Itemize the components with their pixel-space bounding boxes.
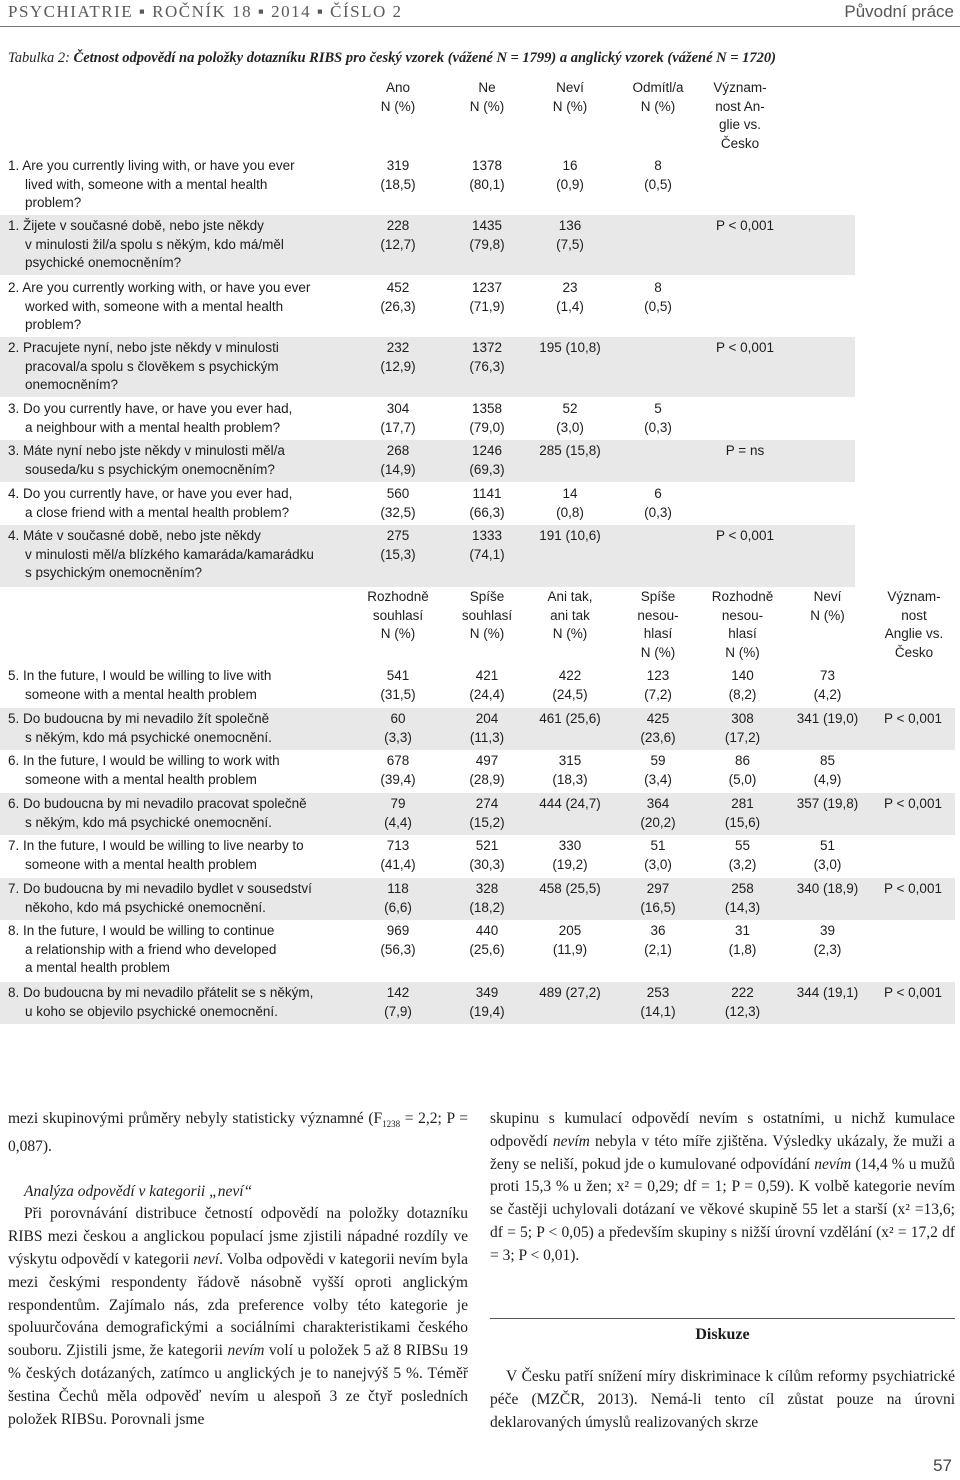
body-column-left	[8, 1108, 468, 1431]
cell-value: 297 (16,5)	[640, 881, 676, 915]
cell-ne: 1237 (71,9)	[469, 280, 505, 314]
cell-value: 341 (19,0)	[796, 711, 859, 726]
body-paragraph: V Česku patří snížení míry diskriminace k cílům reformy psychiatrické péče (MZČR, 2013). Nemá-li tento cíl zůstat pouze na úrovni deklarovaných úmyslů realizovaných skrze	[490, 1368, 955, 1431]
cell-value: 364 (20,2)	[640, 796, 676, 830]
cell-significance: P < 0,001	[884, 985, 942, 1000]
col-header-ani-tak: Ani tak, ani tak N (%)	[547, 589, 593, 641]
cell-value: 51 (3,0)	[644, 838, 672, 872]
cell-odmitl: 5 (0,3)	[644, 401, 672, 435]
cell-value: 258 (14,3)	[724, 881, 761, 915]
running-header	[8, 0, 954, 26]
question-text: 2. Pracujete nyní, nebo jste někdy v minulosti pracoval/a spolu s člověkem s psychickým onemocněním?	[8, 340, 279, 392]
table-caption-text: Četnost odpovědí na položky dotazníku RIBS pro český vzorek (vážené N = 1799) a anglický vzorek (vážené N = 1720)	[73, 50, 776, 66]
cell-value: 458 (25,5)	[539, 881, 601, 896]
cell-value: 123 (7,2)	[644, 668, 672, 702]
subsection-heading: Analýza odpovědí v kategorii „neví“	[24, 1182, 253, 1200]
cell-nevi: 16 (0,9)	[556, 158, 584, 192]
cell-value: 86 (5,0)	[728, 753, 757, 787]
question-text: 4. Máte v současné době, nebo jste někdy v minulosti měl/a blízkého kamaráda/kamarádku s psychickým onemocněním?	[8, 528, 314, 580]
cell-value: 274 (15,2)	[469, 796, 505, 830]
cell-value: 308 (17,2)	[724, 711, 761, 745]
cell-value: 330 (19,2)	[552, 838, 588, 872]
cell-value: 222 (12,3)	[724, 985, 761, 1019]
col-header-ne: Ne N (%)	[469, 80, 505, 114]
col-header-ano: Ano N (%)	[380, 80, 416, 114]
cell-significance: P < 0,001	[716, 340, 774, 355]
cell-ano: 228 (12,7)	[380, 218, 416, 252]
cell-value: 79 (4,4)	[384, 796, 412, 830]
cell-value: 36 (2,1)	[644, 923, 672, 957]
cell-nevi: 195 (10,8)	[539, 340, 601, 355]
cell-significance: P < 0,001	[716, 218, 774, 233]
cell-value: 281 (15,6)	[724, 796, 761, 830]
col-header-spise-souhlasi: Spíše souhlasí N (%)	[461, 589, 513, 641]
cell-nevi: 52 (3,0)	[556, 401, 584, 435]
cell-nevi: 285 (15,8)	[539, 443, 601, 458]
question-text: 7. In the future, I would be willing to live nearby to someone with a mental health problem	[8, 838, 304, 872]
cell-significance: P = ns	[725, 443, 765, 458]
question-text: 4. Do you currently have, or have you ever had, a close friend with a mental health problem?	[8, 486, 293, 520]
body-column-right	[490, 1108, 955, 1268]
cell-value: 118 (6,6)	[384, 881, 412, 915]
cell-value: 59 (3,4)	[644, 753, 672, 787]
cell-value: 51 (3,0)	[813, 838, 842, 872]
cell-value: 678 (39,4)	[380, 753, 416, 787]
cell-value: 541 (31,5)	[380, 668, 416, 702]
cell-value: 357 (19,8)	[796, 796, 859, 811]
cell-value: 422 (24,5)	[552, 668, 588, 702]
cell-significance: P < 0,001	[884, 881, 942, 896]
cell-odmitl: 8 (0,5)	[644, 158, 672, 192]
cell-significance: P < 0,001	[716, 528, 774, 543]
table-caption-prefix: Tabulka 2:	[8, 50, 70, 66]
question-text: 5. Do budoucna by mi nevadilo žít společně s někým, kdo má psychické onemocnění.	[8, 711, 272, 745]
cell-odmitl: 6 (0,3)	[644, 486, 672, 520]
cell-ne: 1378 (80,1)	[469, 158, 505, 192]
cell-value: 421 (24,4)	[469, 668, 505, 702]
cell-value: 205 (11,9)	[552, 923, 588, 957]
section-rule	[490, 1318, 955, 1319]
col-header-rozhodne-nesouhlasi: Rozhodně nesou- hlasí N (%)	[711, 589, 774, 660]
question-text: 3. Do you currently have, or have you ever had, a neighbour with a mental health problem?	[8, 401, 293, 435]
cell-value: 497 (28,9)	[469, 753, 505, 787]
cell-ne: 1358 (79,0)	[469, 401, 505, 435]
cell-nevi: 14 (0,8)	[556, 486, 584, 520]
cell-significance: P < 0,001	[884, 711, 942, 726]
body-paragraph: mezi skupinovými průměry nebyly statisticky významné ($F_{1238} = 2,2$; P = 0,087).	[8, 1110, 468, 1155]
cell-value: 140 (8,2)	[728, 668, 757, 702]
table-caption	[8, 50, 958, 67]
question-text: 6. In the future, I would be willing to work with someone with a mental health problem	[8, 753, 280, 787]
cell-value: 425 (23,6)	[640, 711, 676, 745]
col-header-vyznamnost-2: Význam- nost Anglie vs. Česko	[884, 589, 944, 660]
section-label: Původní práce	[844, 2, 954, 21]
col-header-rozhodne-souhlasi: Rozhodně souhlasí N (%)	[367, 589, 429, 641]
col-header-nevi: Neví N (%)	[552, 80, 588, 114]
body-paragraph: Při porovnávání distribuce četností odpovědí na položky dotazníku RIBS mezi českou a anglickou populací jsme zjistili nápadné rozdíly ve výskytu odpovědí v kategorii neví. Volba odpovědi v kategorii nevím byla mezi českými respondenty řádově násobně vyšší oproti anglickým respondentům. Zajímalo nás, zda preference volby této kategorie je spoluurčována demografickými a sociálními charakteristikami českého souboru. Zjistili jsme, že kategorii nevím volí u položek 5 až 8 RIBSu 19 % českých dotázaných, zatímco u anglických je to nanejvýš 5 %. Téměř šestina Čechů měla odpověď nevím u alespoň 3 ze čtyř posledních položek RIBSu. Porovnali jsme	[8, 1205, 468, 1428]
cell-ne: 1372 (76,3)	[469, 340, 505, 374]
cell-ano: 304 (17,7)	[380, 401, 416, 435]
cell-nevi: 23 (1,4)	[556, 280, 584, 314]
cell-value: 440 (25,6)	[469, 923, 505, 957]
section-heading-diskuze: Diskuze	[695, 1326, 750, 1343]
cell-ano: 319 (18,5)	[380, 158, 416, 192]
cell-value: 55 (3,2)	[728, 838, 757, 872]
cell-value: 31 (1,8)	[728, 923, 757, 957]
cell-ne: 1141 (66,3)	[469, 486, 505, 520]
col-header-vyznamnost: Význam- nost An- glie vs. Česko	[713, 80, 767, 151]
question-text: 7. Do budoucna by mi nevadilo bydlet v sousedství někoho, kdo má psychické onemocnění.	[8, 881, 312, 915]
cell-significance: P < 0,001	[884, 796, 942, 811]
cell-value: 39 (2,3)	[813, 923, 842, 957]
cell-value: 713 (41,4)	[380, 838, 416, 872]
question-text: 1. Are you currently living with, or have you ever lived with, someone with a mental health problem?	[8, 158, 295, 210]
question-text: 8. In the future, I would be willing to continue a relationship with a friend who developed a mental health problem	[8, 923, 277, 975]
cell-value: 489 (27,2)	[539, 985, 601, 1000]
cell-ano: 232 (12,9)	[380, 340, 416, 374]
cell-value: 521 (30,3)	[469, 838, 505, 872]
cell-value: 315 (18,3)	[552, 753, 588, 787]
cell-value: 340 (18,9)	[796, 881, 859, 896]
cell-value: 253 (14,1)	[640, 985, 676, 1019]
question-text: 3. Máte nyní nebo jste někdy v minulosti měl/a souseda/ku s psychickým onemocněním?	[8, 443, 285, 477]
cell-nevi: 136 (7,5)	[556, 218, 584, 252]
cell-value: 60 (3,3)	[384, 711, 412, 745]
cell-value: 461 (25,6)	[539, 711, 601, 726]
cell-value: 204 (11,3)	[469, 711, 505, 745]
cell-ano: 268 (14,9)	[380, 443, 416, 477]
cell-value: 85 (4,9)	[813, 753, 842, 787]
question-text: 1. Žijete v současné době, nebo jste někdy v minulosti žil/a spolu s někým, kdo má/měl psychické onemocněním?	[8, 218, 284, 270]
cell-ne: 1435 (79,8)	[469, 218, 505, 252]
cell-value: 328 (18,2)	[469, 881, 505, 915]
cell-ano: 275 (15,3)	[380, 528, 416, 562]
cell-value: 349 (19,4)	[469, 985, 505, 1019]
question-text: 6. Do budoucna by mi nevadilo pracovat společně s někým, kdo má psychické onemocnění.	[8, 796, 307, 830]
cell-value: 444 (24,7)	[539, 796, 601, 811]
cell-value: 969 (56,3)	[380, 923, 416, 957]
cell-ne: 1246 (69,3)	[469, 443, 505, 477]
body-paragraph: skupinu s kumulací odpovědí nevím s ostatními, u nichž kumulace odpovědí nevím nebyla v této míře zjištěna. Výsledky ukázaly, že muži a ženy se neliší, pokud jde o kumulované odpovídání nevím (14,4 % u mužů proti 15,3 % u žen; x² = 0,29; df = 1; P = 0,59). K volbě kategorie nevím se častěji uchylovali dotázaní ve věkové skupině 55 let a starší (x² =13,6; df = 5; P < 0,05) a především skupiny s nižší úrovní vzdělání (x² = 17,2 df = 3; P < 0,01).	[490, 1110, 955, 1264]
cell-value: 73 (4,2)	[813, 668, 842, 702]
col-header-odmitl: Odmítl/a N (%)	[632, 80, 684, 114]
cell-nevi: 191 (10,6)	[539, 528, 601, 543]
col-header-spise-nesouhlasi: Spíše nesou- hlasí N (%)	[637, 589, 679, 660]
col-header-nevi-2: Neví N (%)	[810, 589, 845, 623]
question-text: 5. In the future, I would be willing to live with someone with a mental health problem	[8, 668, 272, 702]
page-number: 57	[933, 1456, 952, 1475]
journal-title: PSYCHIATRIE ▪ ROČNÍK 18 ▪ 2014 ▪ ČÍSLO 2	[8, 2, 403, 21]
cell-odmitl: 8 (0,5)	[644, 280, 672, 314]
cell-ano: 452 (26,3)	[380, 280, 416, 314]
cell-value: 142 (7,9)	[384, 985, 412, 1019]
question-text: 8. Do budoucna by mi nevadilo přátelit se s někým, u koho se objevilo psychické onemocnění.	[8, 985, 314, 1019]
cell-ano: 560 (32,5)	[380, 486, 416, 520]
cell-value: 344 (19,1)	[796, 985, 859, 1000]
header-rule	[0, 26, 960, 27]
question-text: 2. Are you currently working with, or have you ever worked with, someone with a mental health problem?	[8, 280, 311, 332]
cell-ne: 1333 (74,1)	[469, 528, 505, 562]
